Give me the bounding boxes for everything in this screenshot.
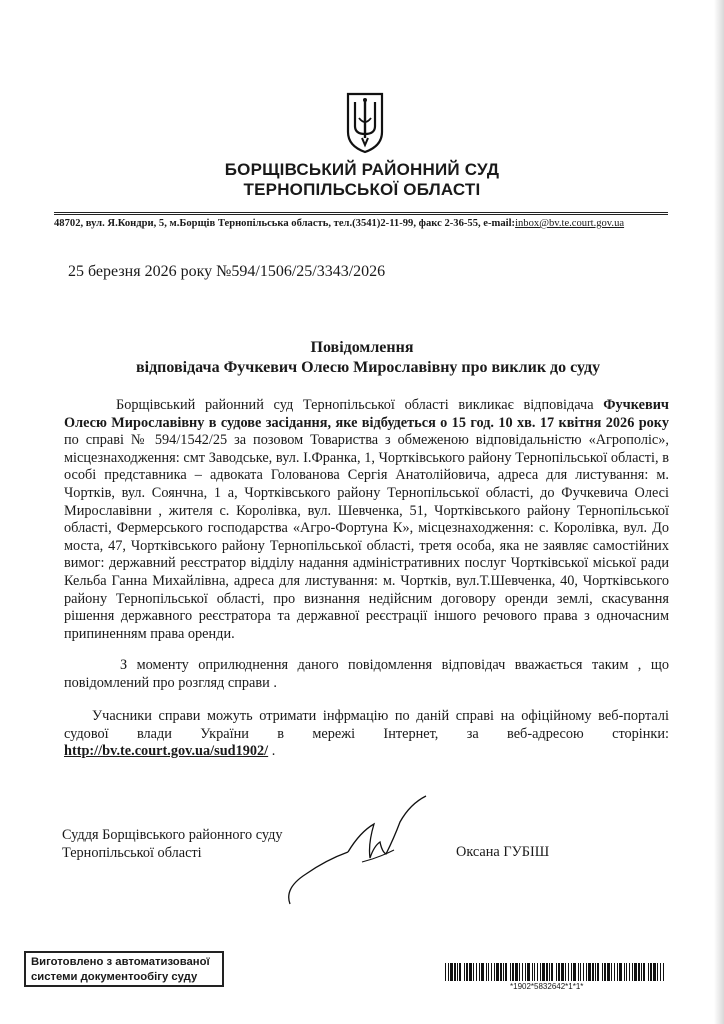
barcode-bar: [604, 963, 606, 981]
barcode-bar: [512, 963, 514, 981]
case-url-link[interactable]: http://bv.te.court.gov.ua/sud1902/: [64, 743, 269, 760]
notification-paragraph: З моменту оприлюднення даного повідомлення відповідач вважається таким , що повідомлений про розгляд справи .: [64, 657, 669, 691]
barcode-bar: [500, 963, 502, 981]
barcode-bar: [632, 963, 633, 981]
barcode-bar: [607, 963, 610, 981]
address-text: 48702, вул. Я.Кондри, 5, м.Борщів Тернопільська область, тел.(3541)2-11-99, факс 2-36-55, e-mail:: [54, 218, 516, 229]
header-rule: [54, 214, 668, 215]
barcode-bar: [464, 963, 465, 981]
barcode-bar: [588, 963, 591, 981]
barcode-bar: [503, 963, 504, 981]
barcode-bar: [573, 963, 576, 981]
handwritten-signature: [282, 792, 442, 907]
barcode-bar: [571, 963, 572, 981]
barcode-bar: [578, 963, 579, 981]
barcode-bar: [583, 963, 584, 981]
barcode-bar: [611, 963, 612, 981]
barcode-bar: [527, 963, 530, 981]
barcode-bar: [525, 963, 526, 981]
barcode-bar: [454, 963, 456, 981]
court-name-line1: БОРЩІВСЬКИЙ РАЙОННИЙ СУД: [224, 160, 500, 179]
barcode-bar: [459, 963, 461, 981]
barcode-bar: [510, 963, 511, 981]
barcode-bar: [580, 963, 581, 981]
barcode-bar: [558, 963, 560, 981]
notice-title: Повідомлення: [310, 339, 414, 356]
barcode-bar: [626, 963, 627, 981]
barcode-bar: [537, 963, 538, 981]
barcode-bar: [473, 963, 474, 981]
barcode-bar: [479, 963, 480, 981]
barcode-bar: [496, 963, 499, 981]
barcode-bar: [515, 963, 518, 981]
outgoing-date-number: 25 березня 2026 року №594/1506/25/3343/2026: [68, 263, 386, 280]
barcode-bar: [634, 963, 637, 981]
barcode-bar: [629, 963, 630, 981]
barcode-bar: [592, 963, 594, 981]
barcode-bar: [641, 963, 642, 981]
court-name-line2: ТЕРНОПІЛЬСЬКОЇ ОБЛАСТІ: [243, 180, 481, 199]
barcode-bar: [466, 963, 468, 981]
info-text: Учасники справи можуть отримати інфрмацію по даній справі на офіційному веб-порталі судової влади України в мережі Інтернет, за веб-адресою сторінки:: [64, 708, 669, 742]
barcode-bar: [586, 963, 587, 981]
barcode-bar: [540, 963, 541, 981]
barcode-bar: [476, 963, 477, 981]
barcode-bar: [469, 963, 472, 981]
scan-edge-shadow: [714, 0, 724, 1024]
barcode-bar: [648, 963, 649, 981]
court-email-link[interactable]: inbox@bv.te.court.gov.ua: [515, 218, 625, 229]
barcode-bar: [522, 963, 523, 981]
barcode-bar: [614, 963, 615, 981]
stamp-line2: системи документообігу суду: [31, 971, 198, 983]
barcode-bar: [481, 963, 484, 981]
trident-coat-of-arms-icon: [346, 92, 384, 154]
summons-intro: Борщівський районний суд Тернопільської області викликає відповідача: [116, 397, 604, 413]
summons-hearing-time: Фучкевич Олесю Мирославівну в судове засідання, яке відбудеться о 15 год. 10 хв. 17 квітня 2026 року: [64, 397, 669, 431]
barcode-bar: [549, 963, 550, 981]
barcode-bar: [450, 963, 453, 981]
barcode-bar: [457, 963, 458, 981]
stamp-line1: Виготовлено з автоматизованої: [31, 956, 210, 968]
barcode-bar: [445, 963, 446, 981]
barcode-bar: [505, 963, 507, 981]
summons-paragraph: [64, 397, 669, 643]
barcode-bar: [448, 963, 449, 981]
barcode-bar: [486, 963, 487, 981]
barcode-bar: [491, 963, 492, 981]
barcode-bar: [663, 963, 664, 981]
court-address: [54, 218, 674, 229]
barcode-bar: [595, 963, 596, 981]
barcode-bar: [653, 963, 656, 981]
barcode-bar: [568, 963, 569, 981]
barcode-bar: [597, 963, 599, 981]
barcode-bar: [617, 963, 618, 981]
barcode-bar: [660, 963, 661, 981]
document-barcode: [445, 963, 667, 981]
barcode-bar: [532, 963, 533, 981]
barcode-bar: [638, 963, 640, 981]
judge-position: [62, 826, 283, 862]
header-rule: [54, 212, 668, 213]
barcode-bar: [556, 963, 557, 981]
summons-case-details: по справі № 594/1542/25 за позовом Товариства з обмеженою відповідальністю «Агрополіс», місцезнаходження: смт Заводське, вул. І.Франка, 1, Чортківського району Тернопільської області, в особі представника – адвоката Голованова Сергія Анатолійовича, адреса для листування: м. Чортків, вул. Соянчна, 1 а, Чортківського району Тернопільської області, до Фучкевича Олесі Мирославівни , жителя с. Королівка, вул. Шевченка, 51, Чортківського району Тернопільської області, Фермерського господарства «Агро-Фортуна К», місцезнаходження: с. Королівка, вул. До моста, 47, Чортківського району Тернопільської області, третя особа, яка не заявляє самостійних вимог: державний реєстратор відділу надання адміністративних послуг Чортківської міської ради Кельба Ганна Михайлівна, адреса для листування: м. Чортків, вул.Т.Шевченка, 40, Чортківського району Тернопільської області, про визнання недійсним договору оренди землі, скасування рішення державного реєстратора та державної реєстрації іншого речового права з одночасним припиненням права оренди.: [64, 432, 669, 642]
barcode-bar: [602, 963, 603, 981]
barcode-bar: [494, 963, 495, 981]
barcode-bar: [643, 963, 645, 981]
barcode-bar: [657, 963, 658, 981]
barcode-number: *1902*5832642*1*1*: [510, 982, 584, 991]
judge-name: Оксана ГУБІШ: [456, 844, 550, 860]
barcode-bar: [534, 963, 535, 981]
barcode-bar: [650, 963, 652, 981]
barcode-bar: [624, 963, 625, 981]
barcode-bar: [546, 963, 548, 981]
judge-position-line2: Тернопільської області: [62, 845, 202, 861]
info-paragraph: [64, 708, 669, 761]
automation-stamp: [24, 951, 224, 987]
barcode-bar: [565, 963, 566, 981]
barcode-bar: [551, 963, 553, 981]
judge-position-line1: Суддя Борщівського районного суду: [62, 827, 283, 843]
notice-subtitle: відповідача Фучкевич Олесю Мирославівну про виклик до суду: [136, 359, 601, 376]
barcode-bar: [488, 963, 489, 981]
barcode-bar: [542, 963, 545, 981]
barcode-bar: [519, 963, 520, 981]
barcode-bar: [619, 963, 622, 981]
info-end: .: [268, 743, 276, 760]
barcode-bar: [561, 963, 564, 981]
